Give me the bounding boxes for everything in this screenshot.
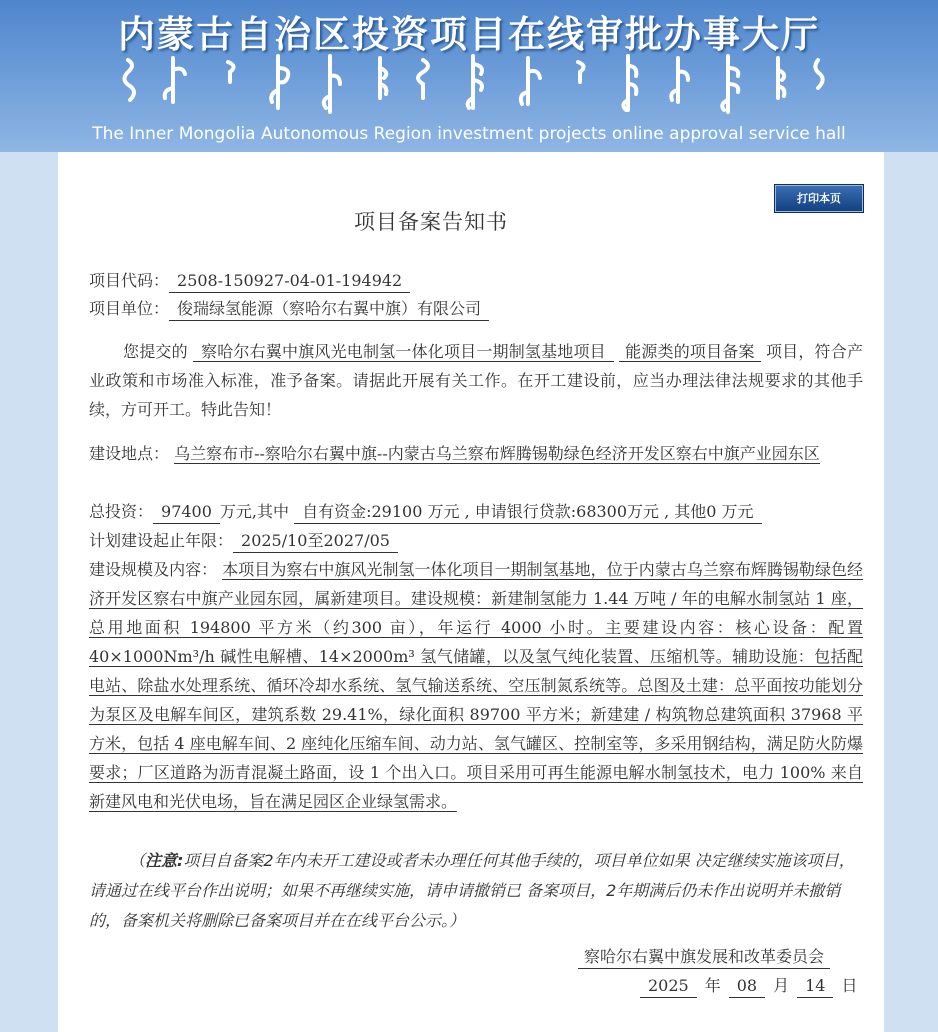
intro-suffix: 项目，符合产业政策和市场准入标准，准予备案。请据此开展有关工作。在开工建设前，应当办理法律法规要求的其他手续，方可开工。特此告知！ bbox=[89, 342, 863, 419]
project-unit-value: 俊瑞绿氢能源（察哈尔右翼中旗）有限公司 bbox=[169, 298, 489, 321]
intro-category: 能源类的项目备案 bbox=[619, 342, 761, 362]
project-code-row bbox=[89, 266, 410, 295]
date-month: 08 bbox=[729, 975, 765, 998]
signing-date bbox=[640, 975, 865, 998]
project-code-label: 项目代码： bbox=[89, 271, 170, 290]
header-title-en: The Inner Mongolia Autonomous Region investment projects online approval service hall bbox=[92, 124, 846, 144]
project-code-value: 2508-150927-04-01-194942 bbox=[169, 270, 410, 293]
intro-prefix: 您提交的 bbox=[123, 342, 188, 361]
period-value: 2025/10至2027/05 bbox=[233, 530, 398, 553]
date-year: 2025 bbox=[640, 975, 697, 998]
scale-label: 建设规模及内容： bbox=[89, 560, 218, 579]
investment-label: 总投资： bbox=[89, 502, 154, 521]
notice-note bbox=[89, 846, 864, 936]
date-day-unit: 日 bbox=[841, 976, 858, 995]
date-year-unit: 年 bbox=[704, 976, 721, 995]
project-unit-row bbox=[89, 294, 489, 323]
header-banner bbox=[0, 0, 938, 152]
intro-project-name: 察哈尔右翼中旗风光电制氢一体化项目一期制氢基地项目 bbox=[193, 342, 614, 362]
note-text: 项目自备案2年内未开工建设或者未办理任何其他手续的，项目单位如果 决定继续实施该项目，请通过在线平台作出说明；如果不再继续实施，请申请撤销已 备案项目，2年期满后仍未作出说明并未撤销的，备案机关将删除已备案项目并在在线平台公示。） bbox=[89, 851, 855, 930]
note-open: （ bbox=[129, 851, 146, 870]
investment-unit: 万元,其中 bbox=[219, 502, 290, 521]
date-month-unit: 月 bbox=[773, 976, 790, 995]
mongolian-script-logo bbox=[118, 50, 828, 120]
date-day: 14 bbox=[797, 975, 833, 998]
location-row bbox=[89, 439, 863, 468]
signing-organization: 察哈尔右翼中旗发展和改革委员会 bbox=[578, 946, 830, 969]
investment-row bbox=[89, 497, 762, 526]
project-unit-label: 项目单位： bbox=[89, 299, 170, 318]
scale-row bbox=[89, 555, 863, 816]
print-button[interactable]: 打印本页 bbox=[774, 184, 864, 213]
scale-value: 本项目为察右中旗风光制氢一体化项目一期制氢基地，位于内蒙古乌兰察布辉腾锡勒绿色经济开发区察右中旗产业园东园，属新建项目。建设规模：新建制氢能力 1.44 万吨 / 年的电解水制氢站 1 座，总用地面积 194800 平方米（约300 亩），年运行 4000 小时。主要建设内容：核心设备：配置 40×1000Nm³/h 碱性电解槽、14×2000m³ 氢气储罐，以及氢气纯化装置、压缩机等。辅助设施：包括配电站、除盐水处理系统、循环冷却水系统、氢气输送系统、空压制氮系统等。总图及土建：总平面按功能划分为泵区及电解车间区，建筑系数 29.41%，绿化面积 89700 平方米；新建建 / 构筑物总建筑面积 37968 平方米，包括 4 座电解车间、2 座纯化压缩车间、动力站、氢气罐区、控制室等，多采用钢结构，满足防火防爆要求；厂区道路为沥青混凝土路面，设 1 个出入口。项目采用可再生能源电解水制氢技术，电力 100% 来自新建风电和光伏电场，旨在满足园区企业绿氢需求。 bbox=[89, 560, 863, 811]
location-label: 建设地点： bbox=[89, 444, 170, 463]
location-value: 乌兰察布市--察哈尔右翼中旗--内蒙古乌兰察布辉腾锡勒绿色经济开发区察右中旗产业园东区 bbox=[174, 444, 820, 463]
intro-paragraph bbox=[89, 337, 863, 424]
note-bold-label: 注意: bbox=[145, 851, 184, 870]
investment-detail: 自有资金:29100 万元 , 申请银行贷款:68300万元 , 其他0 万元 bbox=[294, 501, 761, 524]
document-title: 项目备案告知书 bbox=[354, 210, 508, 234]
period-label: 计划建设起止年限： bbox=[89, 531, 234, 550]
investment-value: 97400 bbox=[153, 501, 220, 524]
header-title-cn: 内蒙古自治区投资项目在线审批办事大厅 bbox=[118, 13, 820, 56]
period-row bbox=[89, 526, 398, 555]
